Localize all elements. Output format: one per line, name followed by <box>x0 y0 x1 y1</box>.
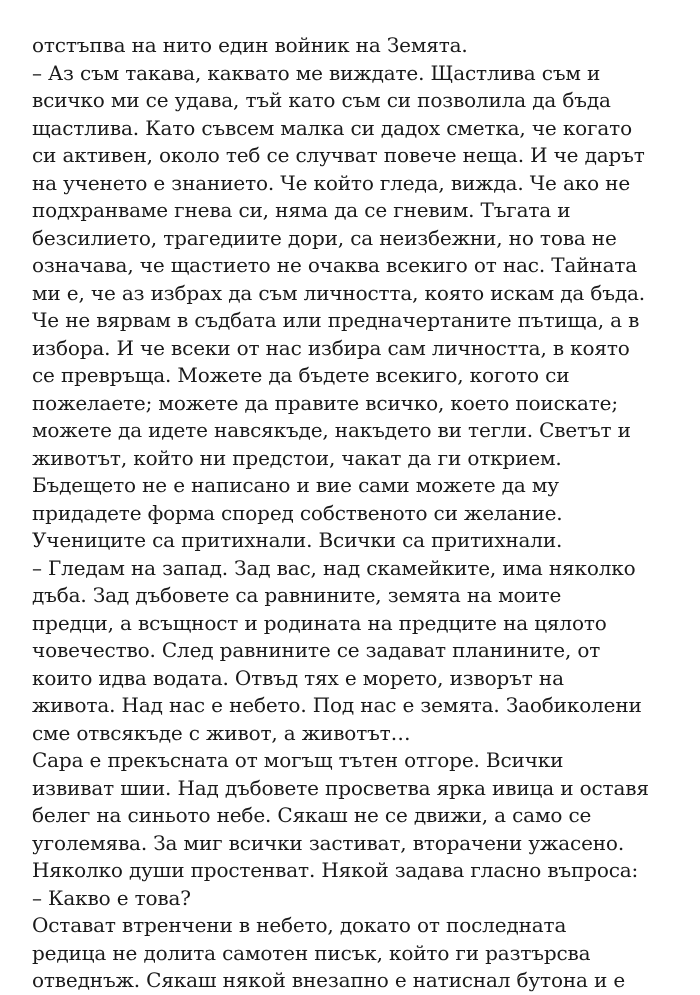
text-line: отстъпва на нито един войник на Земята. <box>32 33 468 57</box>
document-page <box>32 32 672 995</box>
text-line: – Какво е това? <box>32 885 191 910</box>
text-line: на ученето е знанието. Че който гледа, вижда. Че ако не <box>32 170 631 195</box>
text-line: означава, че щастието не очаква всекиго от нас. Тайната <box>32 253 638 277</box>
text-line: животът, който ни предстои, чакат да ги открием. <box>32 445 562 470</box>
text-line: дъба. Зад дъбовете са равнините, земята на моите <box>32 583 562 607</box>
text-line: всичко ми се удава, тъй като съм си позволила да бъда <box>32 88 611 112</box>
text-line: Няколко души простенват. Някой задава гласно въпроса: <box>32 858 639 882</box>
text-line: можете да идете навсякъде, накъдето ви тегли. Светът и <box>32 418 631 442</box>
text-line: живота. Над нас е небето. Под нас е земята. Заобиколени <box>32 693 642 717</box>
text-line: редица не долита самотен писък, който ги разтърсва <box>32 940 591 965</box>
text-line: подхранваме гнева си, няма да се гневим. Тъгата и <box>32 198 571 222</box>
text-line: Учениците са притихнали. Всички са притихнали. <box>32 528 563 552</box>
text-line: сме отвсякъде с живот, а животът… <box>32 720 411 745</box>
text-line: Че не вярвам в съдбата или предначертаните пътища, а в <box>32 308 640 332</box>
text-line: избора. И че всеки от нас избира сам личността, в която <box>32 335 630 360</box>
text-line: белег на синьото небе. Сякаш не се движи, а само се <box>32 803 592 827</box>
text-line: се превръща. Можете да бъдете всекиго, когото си <box>32 363 570 387</box>
text-line: предци, а всъщност и родината на предците на цялото <box>32 610 607 635</box>
text-line: отведнъж. Сякаш някой внезапно е натиснал бутона и е <box>32 968 626 992</box>
text-line: уголемява. За миг всички застиват, вторачени ужасено. <box>32 830 625 855</box>
text-line: си активен, около теб се случват повече неща. И че дарът <box>32 143 645 167</box>
text-line: които идва водата. Отвъд тях е морето, изворът на <box>32 665 564 690</box>
text-line: придадете форма според собственото си желание. <box>32 500 563 525</box>
text-line: Сара е прекъсната от могъщ тътен отгоре. Всички <box>32 748 564 772</box>
text-line: Бъдещето не е написано и вие сами можете да му <box>32 473 559 497</box>
text-line: ми е, че аз избрах да съм личността, която искам да бъда. <box>32 280 645 305</box>
text-line: безсилието, трагедиите дори, са неизбежни, но това не <box>32 225 617 250</box>
text-line: щастлива. Като съвсем малка си дадох сметка, че когато <box>32 115 632 140</box>
text-line: Остават втренчени в небето, докато от последната <box>32 913 567 937</box>
text-line: – Гледам на запад. Зад вас, над скамейките, има няколко <box>32 555 636 580</box>
text-line: пожелаете; можете да правите всичко, което поискате; <box>32 390 618 415</box>
text-line: извиват шии. Над дъбовете просветва ярка ивица и оставя <box>32 775 649 800</box>
text-line: – Аз съм такава, каквато ме виждате. Щастлива съм и <box>32 60 601 85</box>
text-line: човечество. След равнините се задават планините, от <box>32 638 601 662</box>
